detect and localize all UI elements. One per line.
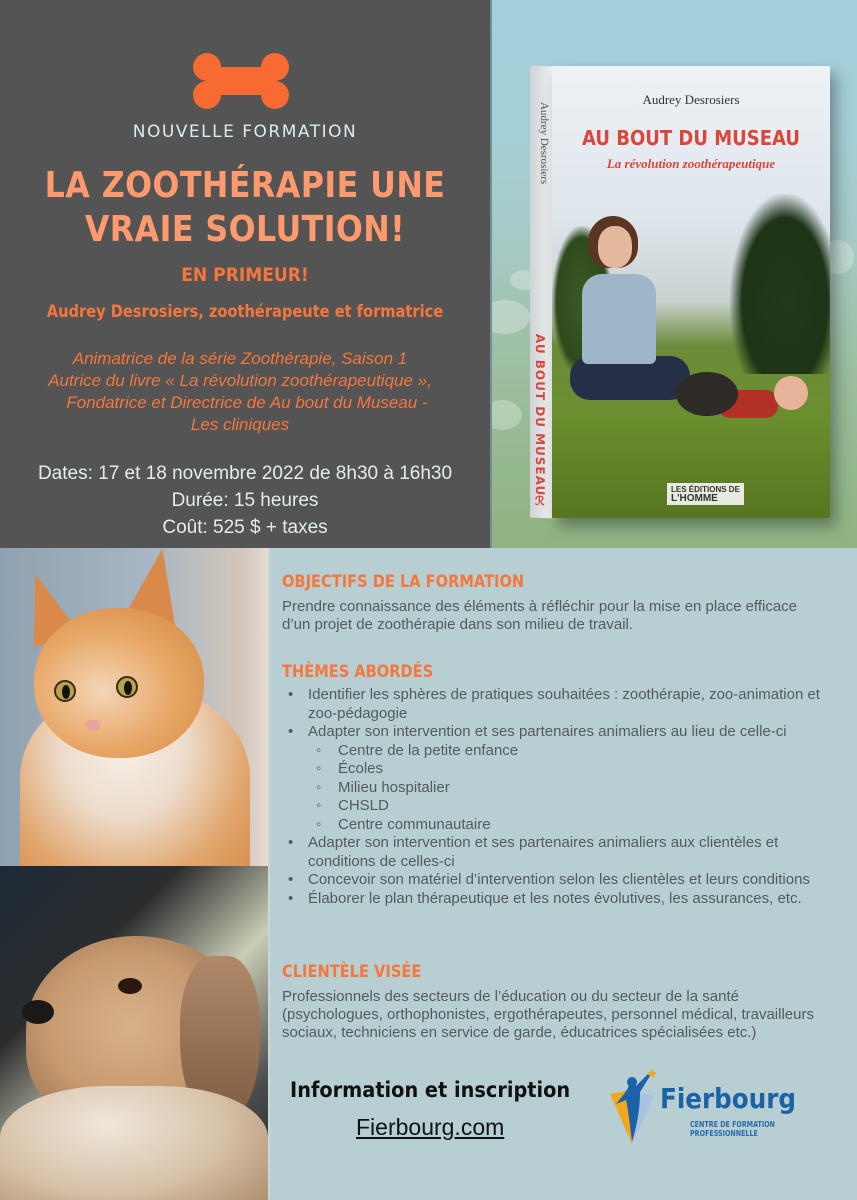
tree-image xyxy=(730,194,830,374)
sub-list-item: ◦ CHSLD xyxy=(308,797,842,816)
sub-list-item: ◦ Écoles xyxy=(308,760,842,779)
book-panel xyxy=(490,0,857,548)
themes-list xyxy=(282,686,842,908)
primeur-label: EN PRIMEUR! xyxy=(181,264,309,286)
flower-decoration xyxy=(490,300,530,334)
objectives-heading: OBJECTIFS DE LA FORMATION xyxy=(282,572,525,592)
info-title: Information et inscription xyxy=(290,1078,571,1102)
course-details xyxy=(0,460,490,541)
presenter-bio: Animatrice de la série Zoothérapie, Saison 1 Autrice du livre « La révolution zoothérapeutique », Fondatrice et Directrice de Au bout du Museau - Les cliniques xyxy=(48,349,432,434)
list-item: • Concevoir son matériel d’intervention selon les clientèles et leurs conditions xyxy=(282,871,842,890)
book-title: AU BOUT DU MUSEAU xyxy=(581,126,801,150)
publisher-icon: ℛ xyxy=(535,493,545,509)
woman-figure xyxy=(578,216,658,406)
book-spine: Audrey Desrosiers AU BOUT DU MUSEAU ℛ xyxy=(530,66,554,519)
objectives-text: Prendre connaissance des éléments à réfléchir pour la mise en place efficace d’un projet de zoothérapie dans son milieu de travail. xyxy=(282,598,798,633)
tagline: NOUVELLE FORMATION xyxy=(132,122,358,142)
themes-heading: THÈMES ABORDÉS xyxy=(282,662,434,682)
sub-list-item: ◦ Centre communautaire xyxy=(308,816,842,835)
clientele-text: Professionnels des secteurs de l’éducation ou du secteur de la santé (psychologues, orthophonistes, ergothérapeutes, personnel médical, travailleurs sociaux, techniciens en service de garde, éducatrices spécialisées etc.) xyxy=(282,988,814,1041)
sub-list-item: ◦ Centre de la petite enfance xyxy=(308,742,842,761)
sub-list xyxy=(308,742,842,835)
dates: Dates: 17 et 18 novembre 2022 de 8h30 à 16h30 xyxy=(37,463,453,484)
clientele-heading: CLIENTÈLE VISÉE xyxy=(282,962,422,982)
book-subtitle: La révolution zoothérapeutique xyxy=(606,156,776,171)
list-item: • Adapter son intervention et ses partenaires animaliers au lieu de celle-ci ◦ Centre de la petite enfance ◦ Écoles ◦ Milieu hospitalier ◦ CHSLD ◦ Centre communautaire xyxy=(282,723,842,834)
list-item: • Élaborer le plan thérapeutique et les notes évolutives, les assurances, etc. xyxy=(282,890,842,909)
dog-photo xyxy=(0,866,268,1200)
book-author: Audrey Desrosiers xyxy=(642,92,740,107)
cost: Coût: 525 $ + taxes xyxy=(162,517,328,538)
duration: Durée: 15 heures xyxy=(171,490,319,511)
divider xyxy=(268,548,270,1200)
page-title: LA ZOOTHÉRAPIE UNE VRAIE SOLUTION! xyxy=(44,165,446,250)
presenter-name: Audrey Desrosiers, zoothérapeute et formatrice xyxy=(46,302,444,322)
logo-name: Fierbourg xyxy=(660,1082,797,1115)
list-item: • Identifier les sphères de pratiques souhaitées : zoothérapie, zoo-animation et zoo-pédagogie xyxy=(282,686,842,723)
bone-icon xyxy=(192,52,290,110)
list-item: • Adapter son intervention et ses partenaires animaliers aux clientèles et conditions de celles-ci xyxy=(282,834,842,871)
child-with-dog-figure xyxy=(662,366,812,426)
publisher-logo: LES ÉDITIONS DE L'HOMME xyxy=(667,483,744,505)
fierbourg-logo[interactable] xyxy=(608,1066,808,1146)
logo-subtitle: CENTRE DE FORMATION PROFESSIONNELLE xyxy=(690,1120,776,1138)
header-panel xyxy=(0,0,490,548)
book-cover xyxy=(552,66,830,518)
flower-decoration xyxy=(490,400,522,430)
registration-link[interactable]: Fierbourg.com xyxy=(356,1114,505,1140)
cat-eye xyxy=(116,676,138,698)
fierbourg-figure-icon xyxy=(608,1066,664,1146)
sub-list-item: ◦ Milieu hospitalier xyxy=(308,779,842,798)
cat-photo xyxy=(0,548,268,866)
divider xyxy=(490,0,492,548)
cat-eye xyxy=(54,680,76,702)
